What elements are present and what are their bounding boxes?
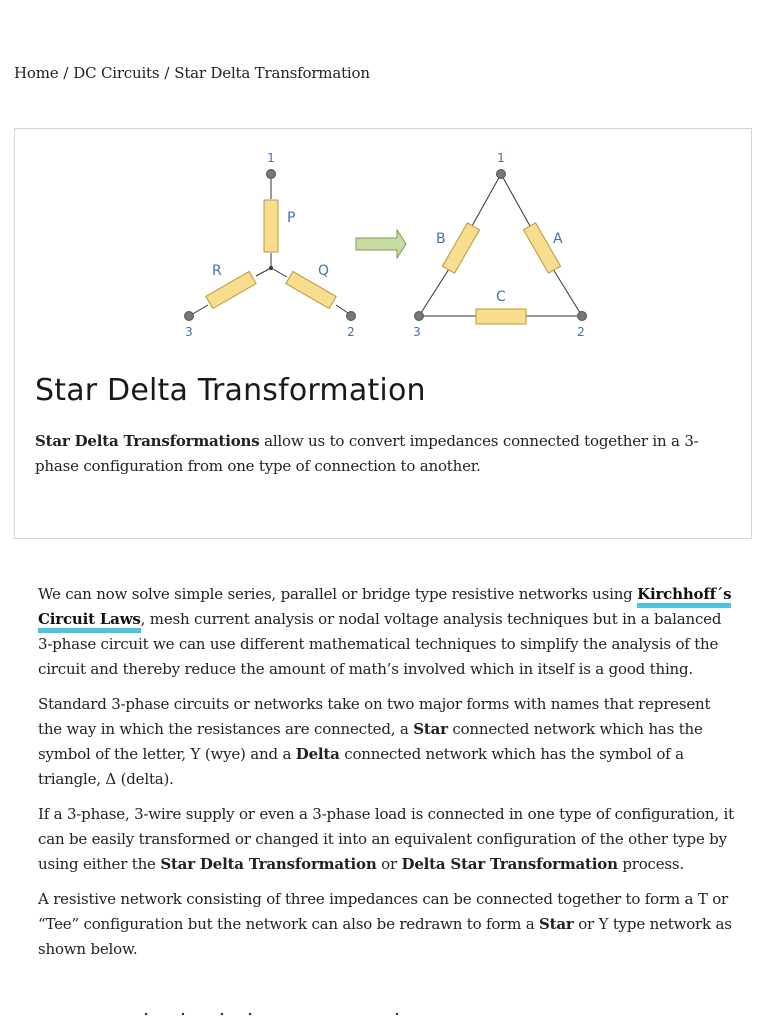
- star-node-1: [267, 170, 276, 179]
- breadcrumb: [14, 64, 370, 82]
- next-figure-partial: [0, 1004, 768, 1024]
- bold-term-star-delta: Star Delta Transformation: [160, 855, 377, 873]
- star-center-junction: [269, 266, 273, 270]
- article-paragraph: [38, 802, 738, 877]
- paragraph-text: or: [573, 915, 599, 933]
- breadcrumb-separator: /: [63, 64, 69, 82]
- star-node-2: [347, 312, 356, 321]
- delta-node-1-label: 1: [497, 151, 505, 165]
- intro-paragraph: [35, 429, 735, 479]
- article-paragraph: [38, 582, 738, 682]
- article-paragraph: [38, 887, 738, 962]
- article-paragraph: [38, 692, 738, 792]
- bold-term-star: Star: [413, 720, 448, 738]
- resistor-b-label: B: [436, 231, 446, 247]
- paragraph-text: (wye) and a: [200, 745, 296, 763]
- wye-symbol: Υ: [190, 745, 201, 763]
- breadcrumb-separator: /: [164, 64, 170, 82]
- paragraph-text: connected network which has the symbol of the letter,: [38, 720, 703, 763]
- transform-arrow-icon: [356, 230, 406, 258]
- resistor-c-label: C: [496, 289, 506, 305]
- header-card: [14, 128, 752, 539]
- bold-term-star: Star: [539, 915, 574, 933]
- paragraph-text: process.: [617, 855, 684, 873]
- intro-bold-term: Star Delta Transformations: [35, 432, 260, 450]
- delta-node-2: [578, 312, 587, 321]
- kirchhoffs-laws-link[interactable]: Kirchhoff´s Circuit Laws: [38, 585, 731, 633]
- resistor-p: [264, 200, 278, 252]
- star-node-3-label: 3: [185, 325, 193, 339]
- bold-term-delta: Delta: [295, 745, 340, 763]
- paragraph-text: connected network which has the symbol of a triangle,: [38, 745, 684, 788]
- star-node-2-label: 2: [347, 325, 355, 339]
- delta-symbol: Δ: [105, 770, 117, 788]
- article-body: [38, 582, 738, 972]
- resistor-r-label: R: [212, 263, 222, 279]
- star-node-1-label: 1: [267, 151, 275, 165]
- breadcrumb-dc-circuits-link[interactable]: DC Circuits: [73, 64, 160, 82]
- star-delta-diagram: [15, 129, 753, 359]
- paragraph-text: If a 3-phase, 3-wire supply or even a 3-phase load is connected in one type of configuration, it can be easily transformed or changed it into an equivalent configuration of the other type by using either the: [38, 805, 734, 873]
- bold-term-delta-star: Delta Star Transformation: [401, 855, 618, 873]
- wye-symbol: Υ: [598, 915, 609, 933]
- paragraph-text: type network as shown below.: [38, 915, 732, 958]
- resistor-p-label: P: [287, 210, 296, 226]
- page-title: Star Delta Transformation: [35, 373, 426, 408]
- resistor-c: [476, 309, 526, 324]
- intro-text: allow us to convert impedances connected together in a 3-phase configuration from one type of connection to another.: [35, 432, 699, 475]
- breadcrumb-current: Star Delta Transformation: [174, 64, 370, 82]
- paragraph-text: We can now solve simple series, parallel or bridge type resistive networks using: [38, 585, 638, 603]
- delta-node-2-label: 2: [577, 325, 585, 339]
- delta-node-3: [415, 312, 424, 321]
- star-node-3: [185, 312, 194, 321]
- delta-node-3-label: 3: [413, 325, 421, 339]
- delta-node-1: [497, 170, 506, 179]
- resistor-q-label: Q: [318, 263, 330, 279]
- breadcrumb-home-link[interactable]: Home: [14, 64, 59, 82]
- paragraph-text: , mesh current analysis or nodal voltage analysis techniques but in a balanced 3-phase circuit we can use different mathematical techniques to simplify the analysis of the circuit and thereby reduce the amount of math’s involved which in itself is a good thing.: [38, 610, 722, 678]
- paragraph-text: Standard 3-phase circuits or networks take on two major forms with names that represent the way in which the resistances are connected, a: [38, 695, 711, 738]
- paragraph-text: (delta).: [116, 770, 174, 788]
- resistor-a-label: A: [553, 231, 563, 247]
- paragraph-text: or: [376, 855, 402, 873]
- resistor-b: [442, 223, 479, 273]
- paragraph-text: A resistive network consisting of three impedances can be connected together to form a T or “Tee” configuration but the network can also be redrawn to form a: [38, 890, 728, 933]
